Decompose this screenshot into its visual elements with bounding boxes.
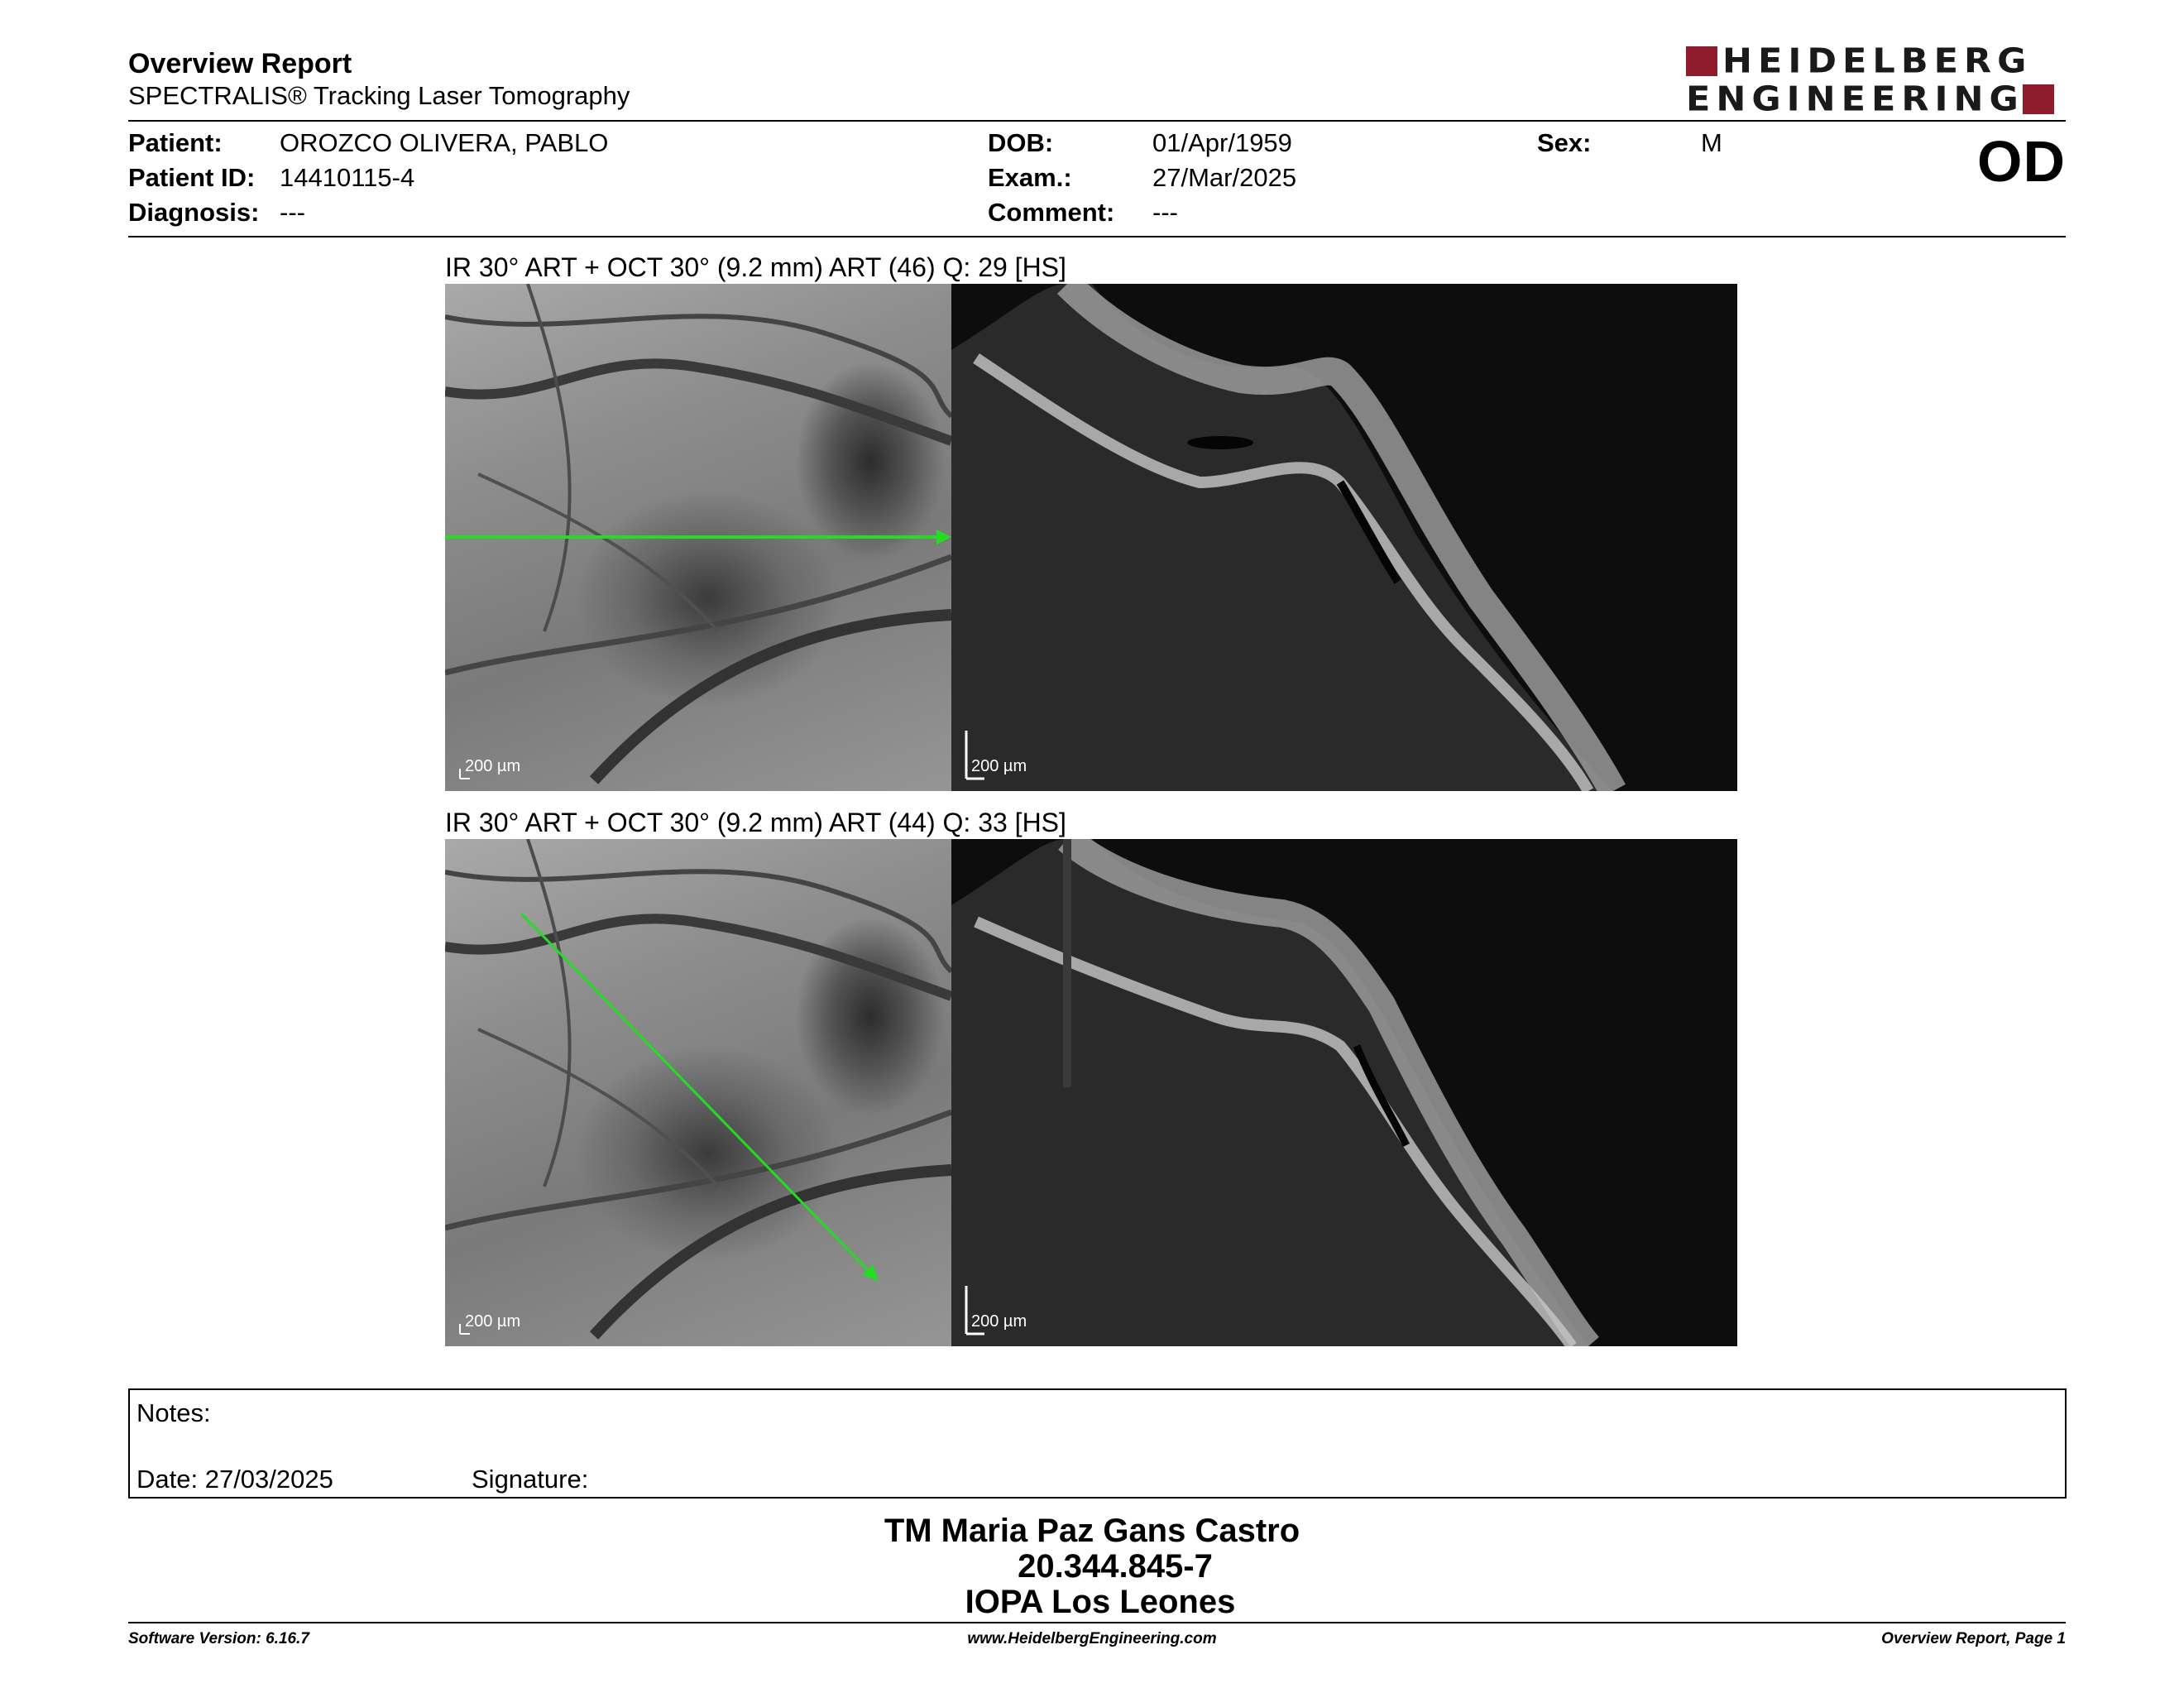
logo-square-icon bbox=[2023, 84, 2054, 114]
oct-scale-label-2: 200 µm bbox=[971, 1312, 1027, 1331]
exam-label: Exam.: bbox=[988, 163, 1072, 192]
oct-bscan-image-2 bbox=[951, 839, 1737, 1346]
oct-bscan-image-1 bbox=[951, 284, 1737, 791]
logo-text-1: HEIDELBERG bbox=[1722, 41, 2033, 81]
fundus-scale-label-2: 200 µm bbox=[465, 1312, 521, 1331]
technician-rut: 20.344.845-7 bbox=[1018, 1548, 1213, 1585]
page-indicator: Overview Report, Page 1 bbox=[1881, 1630, 2066, 1647]
logo-line-1 bbox=[1686, 41, 2033, 81]
signature-label: Signature: bbox=[472, 1465, 589, 1494]
technician-name: TM Maria Paz Gans Castro bbox=[884, 1513, 1300, 1549]
ir-fundus-image-2 bbox=[445, 839, 951, 1346]
patient-label: Patient: bbox=[128, 128, 223, 157]
eye-indicator: OD bbox=[1977, 129, 2066, 194]
heidelberg-logo bbox=[1686, 41, 2067, 119]
retina-vessels-2 bbox=[445, 839, 951, 1346]
scan-title-2: IR 30° ART + OCT 30° (9.2 mm) ART (44) Q: 33 [HS] bbox=[445, 808, 1066, 837]
notes-box bbox=[128, 1388, 2067, 1499]
oct-scale-label-1: 200 µm bbox=[971, 757, 1027, 775]
dob-value: 01/Apr/1959 bbox=[1152, 128, 1292, 157]
logo-line-2 bbox=[1686, 79, 2054, 119]
software-version: Software Version: 6.16.7 bbox=[128, 1630, 309, 1647]
institution-name: IOPA Los Leones bbox=[965, 1584, 1236, 1620]
comment-value: --- bbox=[1152, 198, 1178, 227]
report-subtitle: SPECTRALIS® Tracking Laser Tomography bbox=[128, 81, 630, 110]
website-link[interactable]: www.HeidelbergEngineering.com bbox=[967, 1630, 1217, 1647]
oct-layers-1 bbox=[951, 284, 1737, 791]
notes-date: Date: 27/03/2025 bbox=[136, 1465, 333, 1494]
oct-layers-2 bbox=[951, 839, 1737, 1346]
logo-text-2: ENGINEERING bbox=[1686, 79, 2024, 119]
notes-label: Notes: bbox=[136, 1398, 211, 1427]
patient-id: 14410115-4 bbox=[280, 163, 415, 192]
retina-vessels-1 bbox=[445, 284, 951, 791]
diagnosis-label: Diagnosis: bbox=[128, 198, 260, 227]
footer-divider bbox=[128, 1622, 2066, 1623]
logo-square-icon bbox=[1686, 46, 1717, 76]
scan-title-1: IR 30° ART + OCT 30° (9.2 mm) ART (46) Q: 29 [HS] bbox=[445, 252, 1066, 282]
comment-label: Comment: bbox=[988, 198, 1115, 227]
fundus-scale-label-1: 200 µm bbox=[465, 757, 521, 775]
dob-label: DOB: bbox=[988, 128, 1054, 157]
header-divider bbox=[128, 120, 2066, 122]
patient-id-label: Patient ID: bbox=[128, 163, 256, 192]
patient-divider bbox=[128, 236, 2066, 237]
ir-fundus-image-1 bbox=[445, 284, 951, 791]
report-title: Overview Report bbox=[128, 48, 352, 79]
patient-name: OROZCO OLIVERA, PABLO bbox=[280, 128, 609, 157]
diagnosis-value: --- bbox=[280, 198, 305, 227]
sex-value: M bbox=[1701, 128, 1722, 157]
sex-label: Sex: bbox=[1537, 128, 1592, 157]
exam-value: 27/Mar/2025 bbox=[1152, 163, 1297, 192]
